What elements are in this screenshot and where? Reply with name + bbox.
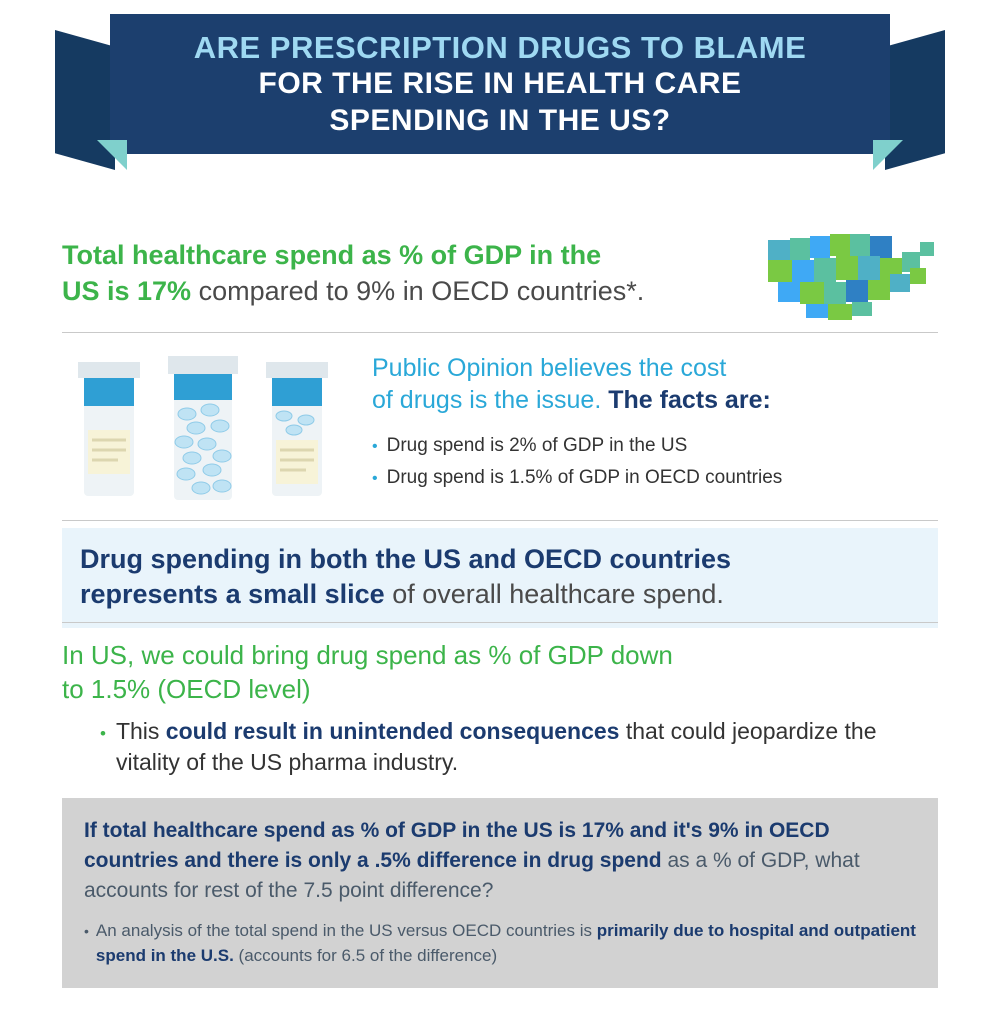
question-normal-part: as a % of GDP, what accounts for rest of the 7.5 point difference?	[84, 848, 860, 902]
title-banner	[55, 14, 945, 174]
pill-bottles-icon	[70, 352, 350, 512]
reduction-heading-line-1: In US, we could bring drug spend as % of GDP down	[62, 640, 673, 670]
gdp-statement	[62, 238, 762, 309]
banner-title-line-3: SPENDING IN THE US?	[329, 103, 671, 137]
list-item	[372, 430, 938, 462]
gdp-statement-rest: compared to 9% in OECD countries*.	[191, 275, 645, 306]
gdp-statement-highlight-line1: Total healthcare spend as % of GDP in the	[62, 240, 602, 270]
public-opinion-line-1: Public Opinion believes the cost	[372, 354, 727, 382]
public-opinion-bullets	[372, 430, 938, 495]
question-text	[84, 816, 916, 905]
list-item	[372, 462, 938, 494]
small-slice-rest: of overall healthcare spend.	[384, 579, 724, 610]
small-slice-bold-line-2: represents a small slice	[80, 579, 385, 610]
reduction-bullet-pre: This	[115, 718, 166, 744]
question-box	[62, 798, 938, 988]
list-item	[100, 716, 940, 778]
public-opinion-block	[372, 352, 938, 495]
bullet-dot-icon: •	[100, 724, 106, 743]
divider-3	[62, 622, 938, 623]
reduction-heading	[62, 638, 938, 707]
gdp-statement-highlight-line2: US is 17%	[62, 275, 192, 306]
reduction-bullet-post: that could jeopardize the vitality of the US pharma industry.	[115, 718, 877, 776]
bullet-dot-icon: •	[372, 470, 378, 488]
reduction-heading-line-2: to 1.5% (OECD level)	[62, 674, 311, 705]
public-opinion-bullet-2: Drug spend is 1.5% of GDP in OECD countries	[386, 467, 783, 489]
question-bold-part: If total healthcare spend as % of GDP in the US is 17% and it's 9% in OECD countries and there is only a .5% difference in drug spend	[84, 819, 830, 872]
divider-2	[62, 520, 938, 521]
public-opinion-facts-label: The facts are:	[608, 386, 771, 414]
small-slice-highlight-box	[62, 528, 938, 628]
bullet-dot-icon: •	[372, 438, 378, 455]
question-note-post: (accounts for 6.5 of the difference)	[233, 946, 498, 966]
public-opinion-bullet-1: Drug spend is 2% of GDP in the US	[386, 435, 688, 456]
banner-title-line-2: FOR THE RISE IN HEALTH CARE	[258, 67, 742, 101]
banner-title-line-1: ARE PRESCRIPTION DRUGS TO BLAME	[193, 29, 807, 65]
us-map-icon	[760, 218, 945, 326]
question-note-bold: primarily due to hospital and outpatient spend in the U.S.	[95, 921, 916, 966]
reduction-bullet	[100, 716, 940, 778]
reduction-bullet-bold: could result in unintended consequences	[165, 718, 620, 744]
divider-1	[62, 332, 938, 333]
bullet-dot-icon: •	[84, 923, 89, 940]
question-note	[84, 919, 916, 968]
banner-body	[110, 14, 890, 154]
small-slice-bold-line-1: Drug spending in both the US and OECD countries	[80, 544, 732, 574]
question-note-pre: An analysis of the total spend in the US versus OECD countries is	[95, 921, 597, 941]
public-opinion-line-2: of drugs is the issue.	[372, 386, 609, 414]
